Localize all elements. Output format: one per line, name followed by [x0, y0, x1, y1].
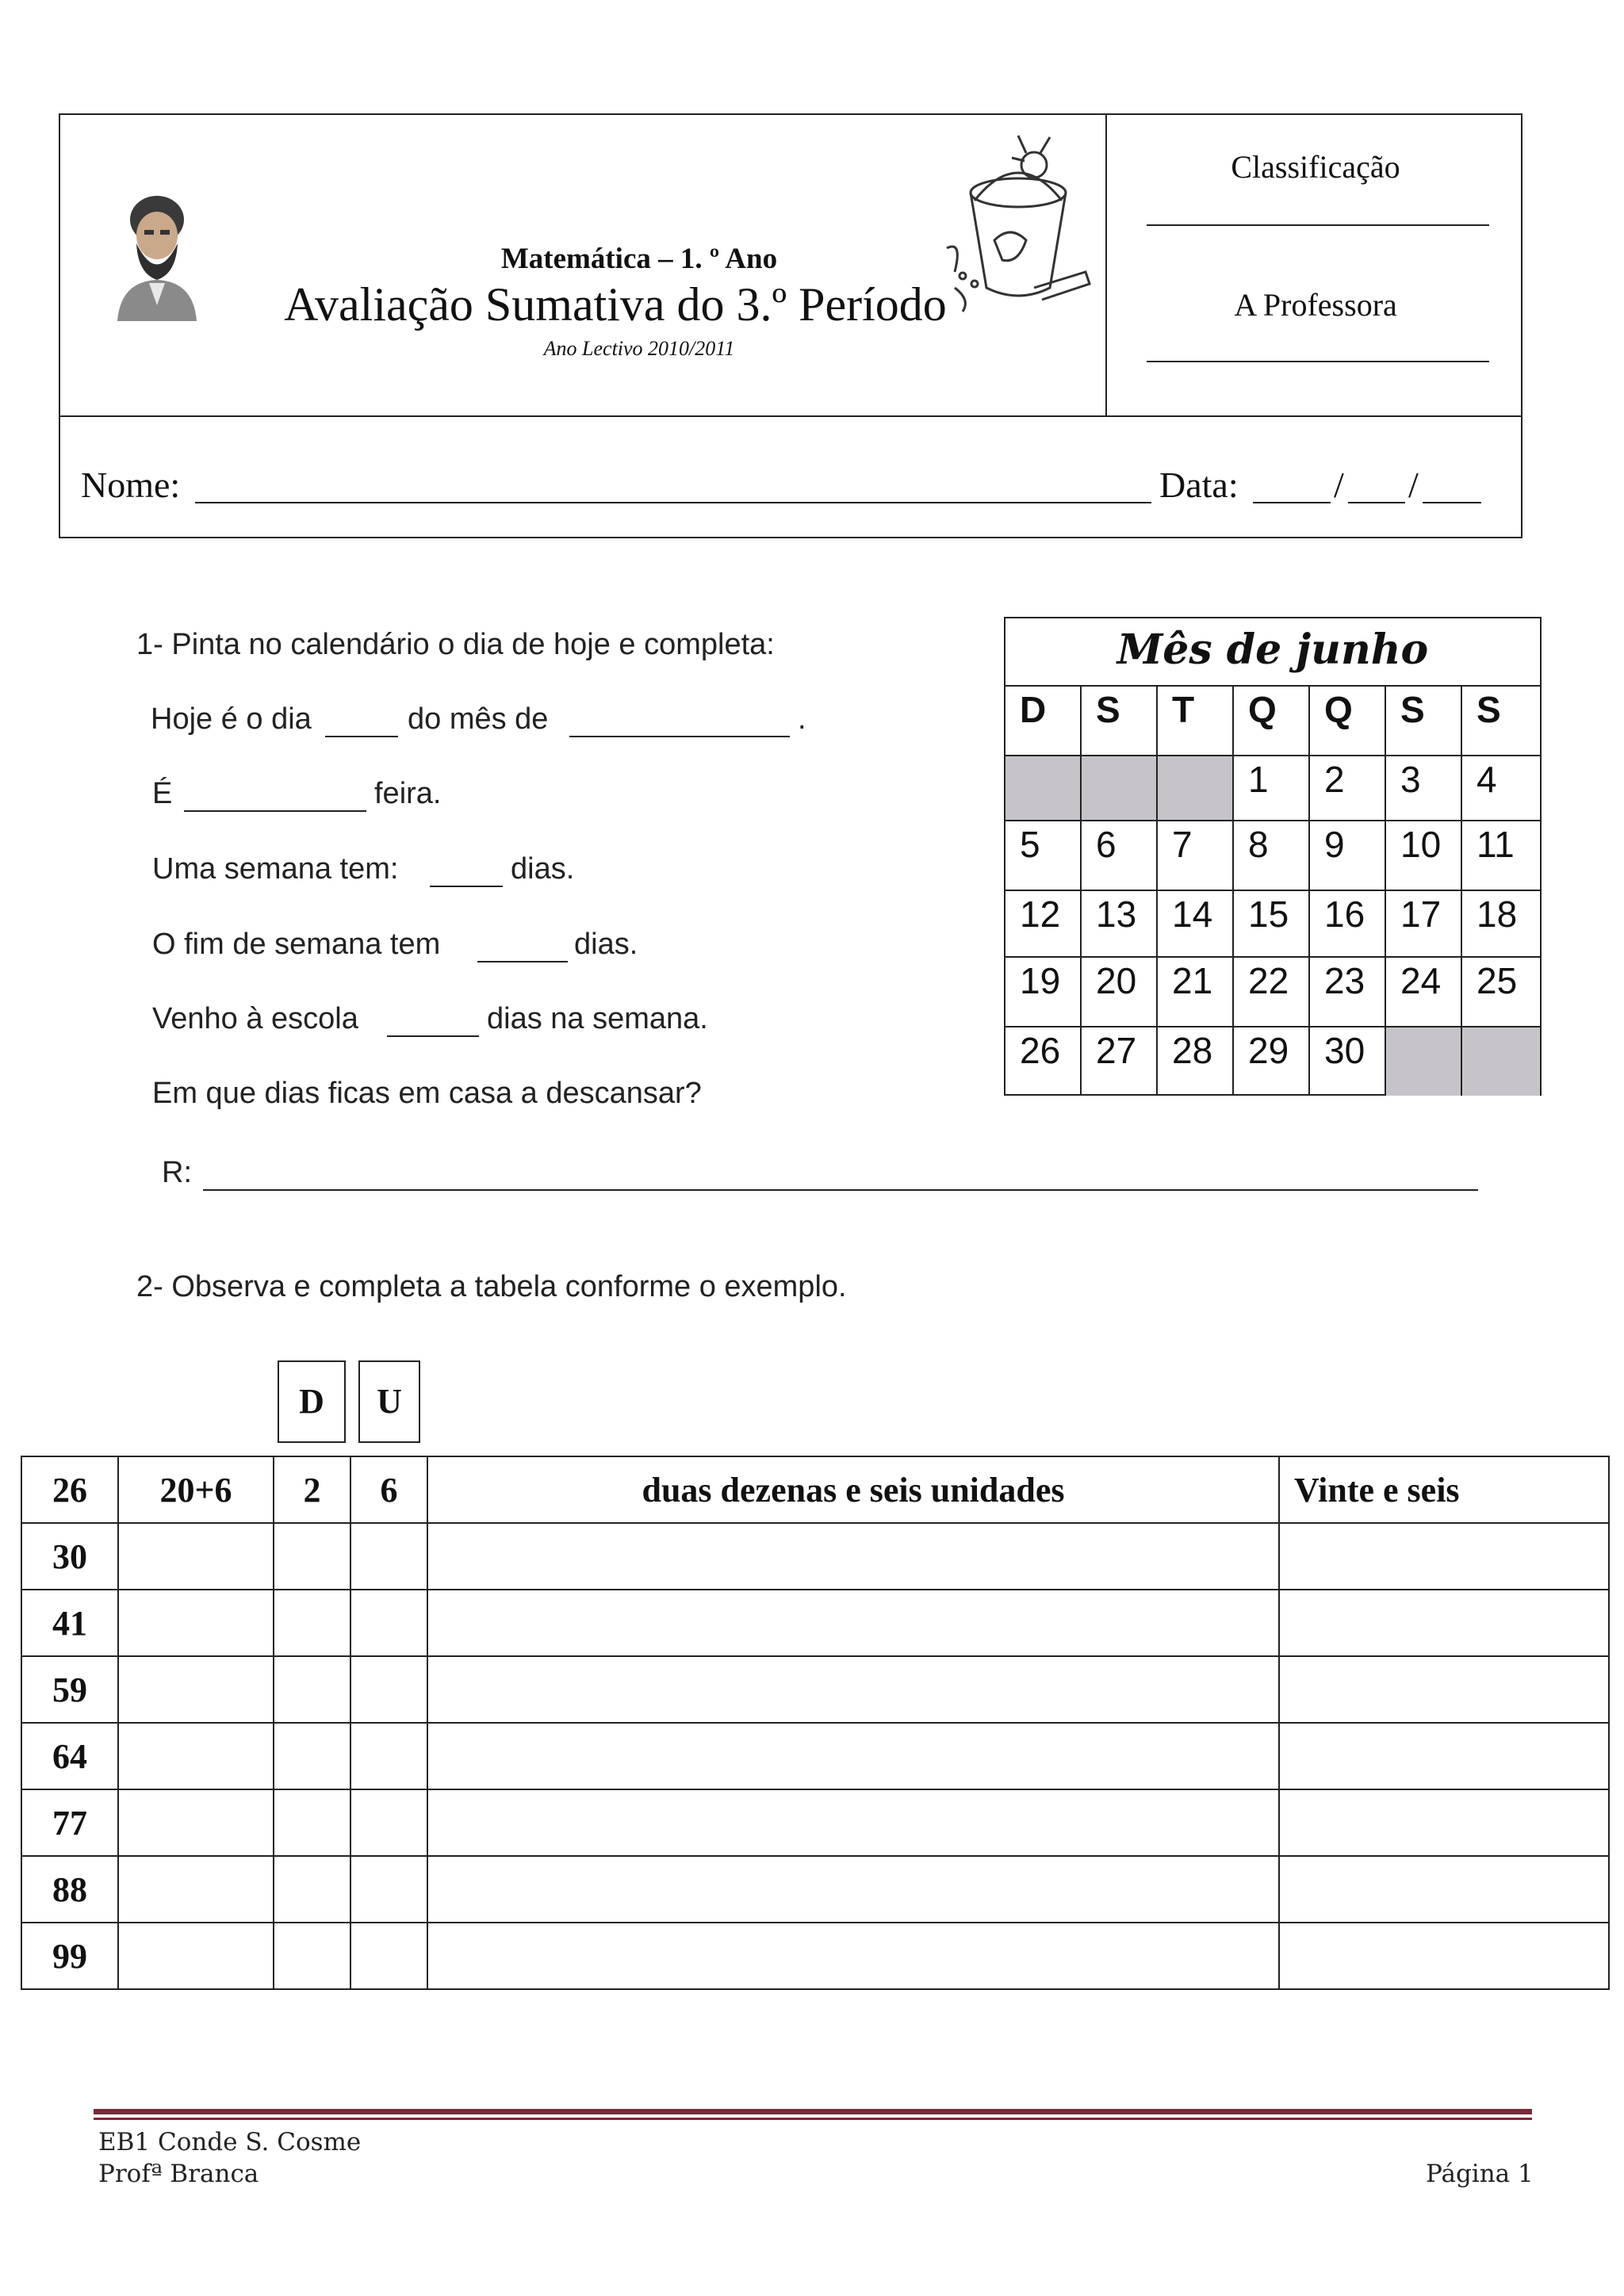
q3-text-b: dias. — [511, 852, 575, 886]
calendar-day-cell[interactable]: 11 — [1462, 821, 1540, 891]
answer-field[interactable] — [203, 1189, 1478, 1191]
units-field[interactable] — [350, 1656, 427, 1723]
row-number: 88 — [21, 1856, 118, 1923]
name-field[interactable] — [1279, 1923, 1609, 1989]
calendar-day-cell[interactable]: 30 — [1310, 1027, 1386, 1096]
calendar-day-cell[interactable]: 20 — [1082, 958, 1158, 1027]
footer-teacher: Profª Branca — [98, 2160, 259, 2188]
q5-text-a: Venho à escola — [152, 1002, 358, 1035]
example-decomposition: 20+6 — [118, 1456, 274, 1523]
teacher-signature-field[interactable] — [1147, 361, 1489, 362]
name-field[interactable] — [195, 502, 1151, 503]
calendar-day-cell[interactable]: 19 — [1005, 958, 1082, 1027]
q2-weekday-field[interactable] — [184, 810, 366, 812]
calendar-day-cell[interactable]: 18 — [1462, 891, 1540, 958]
date-separator: / — [1408, 465, 1419, 505]
calendar-day-cell[interactable]: 6 — [1082, 821, 1158, 891]
calendar-weekday-header: Q — [1310, 687, 1386, 756]
tens-field[interactable] — [274, 1590, 350, 1656]
q4-days-field[interactable] — [477, 961, 568, 962]
q4-text-a: O fim de semana tem — [152, 928, 441, 961]
footer-school: EB1 Conde S. Cosme — [98, 2128, 362, 2156]
calendar-title: Mês de junho — [1005, 618, 1540, 687]
calendar-weekday-header: S — [1462, 687, 1540, 756]
number-table — [21, 1456, 1610, 1990]
tens-field[interactable] — [274, 1656, 350, 1723]
name-field[interactable] — [1279, 1856, 1609, 1923]
q2-text-a: É — [152, 777, 173, 810]
calendar-day-cell[interactable]: 5 — [1005, 821, 1082, 891]
row-number: 77 — [21, 1789, 118, 1856]
words-field[interactable] — [427, 1923, 1279, 1989]
units-field[interactable] — [350, 1923, 427, 1989]
words-field[interactable] — [427, 1856, 1279, 1923]
units-header-box: U — [358, 1360, 420, 1443]
decomposition-field[interactable] — [118, 1523, 274, 1590]
date-day-field[interactable] — [1253, 502, 1331, 503]
row-number: 30 — [21, 1523, 118, 1590]
teacher-label: A Professora — [1234, 287, 1397, 323]
tens-field[interactable] — [274, 1789, 350, 1856]
name-field[interactable] — [1279, 1656, 1609, 1723]
calendar-day-cell[interactable]: 4 — [1462, 756, 1540, 821]
row-number: 59 — [21, 1656, 118, 1723]
tens-field[interactable] — [274, 1923, 350, 1989]
units-field[interactable] — [350, 1523, 427, 1590]
q2-text-b: feira. — [374, 777, 442, 810]
words-field[interactable] — [427, 1590, 1279, 1656]
calendar-empty-cell — [1386, 1027, 1462, 1096]
units-field[interactable] — [350, 1856, 427, 1923]
calendar-empty-cell — [1082, 756, 1158, 821]
example-units: 6 — [350, 1456, 427, 1523]
calendar-day-cell[interactable]: 2 — [1310, 756, 1386, 821]
subject-heading: Matemática – 1. º Ano — [500, 243, 778, 275]
q5-days-field[interactable] — [387, 1035, 479, 1037]
table-row — [21, 1523, 1609, 1590]
calendar-day-cell[interactable]: 29 — [1234, 1027, 1310, 1096]
decomposition-field[interactable] — [118, 1789, 274, 1856]
tens-header-box: D — [278, 1360, 346, 1443]
calendar-day-cell[interactable]: 3 — [1386, 756, 1462, 821]
calendar-day-cell[interactable]: 10 — [1386, 821, 1462, 891]
tens-field[interactable] — [274, 1723, 350, 1789]
q1-day-field[interactable] — [325, 736, 398, 737]
words-field[interactable] — [427, 1523, 1279, 1590]
decomposition-field[interactable] — [118, 1856, 274, 1923]
calendar-day-cell[interactable]: 9 — [1310, 821, 1386, 891]
calendar-day-cell[interactable]: 28 — [1158, 1027, 1234, 1096]
footer-page-number: Página 1 — [1426, 2160, 1534, 2188]
q1-text-a: Hoje é o dia — [151, 702, 312, 736]
q1-text-b: do mês de — [408, 702, 549, 736]
calendar-weekday-header: S — [1386, 687, 1462, 756]
words-field[interactable] — [427, 1789, 1279, 1856]
table-row-example — [21, 1456, 1609, 1523]
calendar-day-cell[interactable]: 7 — [1158, 821, 1234, 891]
name-label: Nome: — [81, 465, 181, 505]
calendar-day-cell[interactable]: 12 — [1005, 891, 1082, 958]
decomposition-field[interactable] — [118, 1656, 274, 1723]
q3-text-a: Uma semana tem: — [152, 852, 399, 886]
name-field[interactable] — [1279, 1590, 1609, 1656]
calendar-day-cell[interactable]: 13 — [1082, 891, 1158, 958]
calendar-day-cell[interactable]: 16 — [1310, 891, 1386, 958]
table-row — [21, 1923, 1609, 1989]
table-row — [21, 1723, 1609, 1789]
q5-text-b: dias na semana. — [487, 1002, 708, 1035]
answer-label: R: — [162, 1156, 192, 1189]
example-name: Vinte e seis — [1279, 1456, 1609, 1523]
school-year: Ano Lectivo 2010/2011 — [543, 337, 735, 360]
q3-days-field[interactable] — [430, 886, 503, 887]
example-tens: 2 — [274, 1456, 350, 1523]
calendar-day-cell[interactable]: 8 — [1234, 821, 1310, 891]
row-number: 64 — [21, 1723, 118, 1789]
q6-question: Em que dias ficas em casa a descansar? — [152, 1077, 702, 1110]
example-words: duas dezenas e seis unidades — [427, 1456, 1279, 1523]
calendar-weekday-header: S — [1082, 687, 1158, 756]
classification-label: Classificação — [1231, 149, 1400, 185]
calendar-empty-cell — [1462, 1027, 1540, 1096]
decomposition-field[interactable] — [118, 1923, 274, 1989]
units-field[interactable] — [350, 1723, 427, 1789]
calendar-day-cell[interactable]: 22 — [1234, 958, 1310, 1027]
words-field[interactable] — [427, 1723, 1279, 1789]
calendar-day-cell[interactable]: 17 — [1386, 891, 1462, 958]
name-field[interactable] — [1279, 1523, 1609, 1590]
classification-field[interactable] — [1147, 224, 1489, 226]
calendar-day-cell[interactable]: 25 — [1462, 958, 1540, 1027]
table-row — [21, 1656, 1609, 1723]
units-field[interactable] — [350, 1789, 427, 1856]
header-box — [59, 113, 1522, 538]
bucket-clipart-icon — [939, 129, 1097, 327]
row-number: 99 — [21, 1923, 118, 1989]
table-row — [21, 1789, 1609, 1856]
footer-divider-thin — [94, 2118, 1532, 2120]
calendar-weekday-header: D — [1005, 687, 1082, 756]
calendar-day-cell[interactable]: 24 — [1386, 958, 1462, 1027]
calendar-day-cell[interactable]: 27 — [1082, 1027, 1158, 1096]
calendar-day-cell[interactable]: 14 — [1158, 891, 1234, 958]
calendar-day-cell[interactable]: 1 — [1234, 756, 1310, 821]
calendar-day-cell[interactable]: 15 — [1234, 891, 1310, 958]
units-field[interactable] — [350, 1590, 427, 1656]
footer-divider — [94, 2109, 1532, 2114]
date-separator: / — [1334, 465, 1344, 505]
date-label: Data: — [1159, 465, 1239, 505]
name-field[interactable] — [1279, 1723, 1609, 1789]
exercise2-instruction: 2- Observa e completa a tabela conforme o exemplo. — [136, 1270, 847, 1303]
row-number: 41 — [21, 1590, 118, 1656]
date-month-field[interactable] — [1348, 502, 1405, 503]
calendar-day-cell[interactable]: 26 — [1005, 1027, 1082, 1096]
q4-text-b: dias. — [574, 928, 638, 961]
calendar-weekday-header: T — [1158, 687, 1234, 756]
exercise1-instruction: 1- Pinta no calendário o dia de hoje e completa: — [136, 628, 775, 661]
calendar — [1004, 617, 1542, 1096]
header-top — [60, 115, 1521, 417]
calendar-empty-cell — [1158, 756, 1234, 821]
name-field[interactable] — [1279, 1789, 1609, 1856]
table-row — [21, 1856, 1609, 1923]
tens-field[interactable] — [274, 1523, 350, 1590]
calendar-day-cell[interactable]: 21 — [1158, 958, 1234, 1027]
calendar-weekday-header: Q — [1234, 687, 1310, 756]
decomposition-field[interactable] — [118, 1723, 274, 1789]
tens-field[interactable] — [274, 1856, 350, 1923]
q1-text-c: . — [798, 702, 806, 736]
table-row — [21, 1590, 1609, 1656]
calendar-day-cell[interactable]: 23 — [1310, 958, 1386, 1027]
page-title: Avaliação Sumativa do 3.º Período — [284, 278, 947, 331]
date-year-field[interactable] — [1423, 502, 1481, 503]
q1-month-field[interactable] — [569, 736, 790, 737]
decomposition-field[interactable] — [118, 1590, 274, 1656]
portrait-image — [109, 186, 205, 321]
calendar-empty-cell — [1005, 756, 1082, 821]
words-field[interactable] — [427, 1656, 1279, 1723]
example-number: 26 — [21, 1456, 118, 1523]
